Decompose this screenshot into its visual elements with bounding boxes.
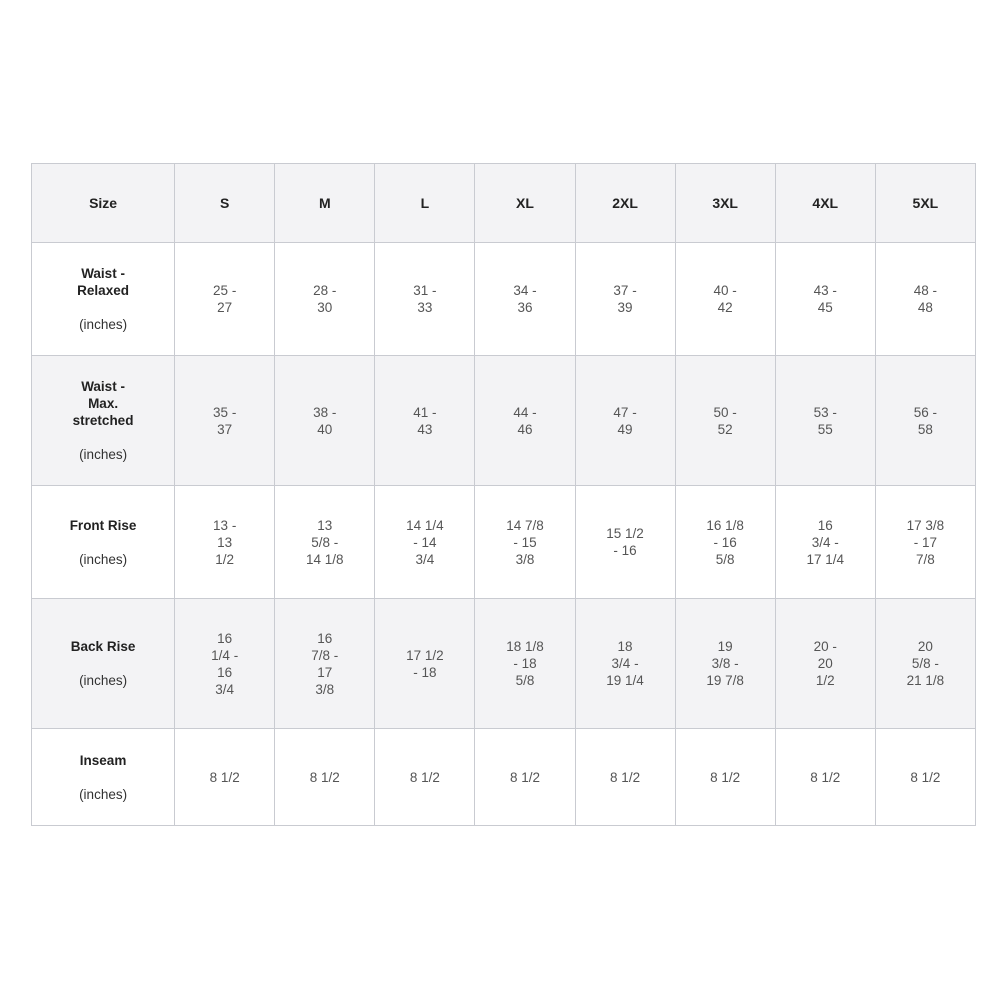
row-label-cell bbox=[32, 729, 175, 826]
table-row-waist-max-stretched bbox=[32, 356, 976, 486]
table-row-front-rise bbox=[32, 486, 976, 599]
table-row-back-rise bbox=[32, 599, 976, 729]
table-cell: 8 1/2 bbox=[675, 729, 775, 826]
table-row-inseam bbox=[32, 729, 976, 826]
table-cell: 8 1/2 bbox=[175, 729, 275, 826]
size-header-s: S bbox=[175, 164, 275, 243]
table-cell: 41 - 43 bbox=[375, 356, 475, 486]
table-cell: 28 - 30 bbox=[275, 243, 375, 356]
size-header-xl: XL bbox=[475, 164, 575, 243]
table-cell: 25 - 27 bbox=[175, 243, 275, 356]
table-cell: 19 3/8 - 19 7/8 bbox=[675, 599, 775, 729]
table-cell: 53 - 55 bbox=[775, 356, 875, 486]
row-unit: (inches) bbox=[79, 786, 128, 802]
table-cell: 16 3/4 - 17 1/4 bbox=[775, 486, 875, 599]
size-header-m: M bbox=[275, 164, 375, 243]
table-cell: 14 1/4 - 14 3/4 bbox=[375, 486, 475, 599]
header-row bbox=[32, 164, 976, 243]
table-cell: 17 1/2 - 18 bbox=[375, 599, 475, 729]
table-cell: 43 - 45 bbox=[775, 243, 875, 356]
table-cell: 15 1/2 - 16 bbox=[575, 486, 675, 599]
row-label: Waist - Max. stretched bbox=[72, 379, 134, 428]
table-cell: 8 1/2 bbox=[775, 729, 875, 826]
row-unit: (inches) bbox=[79, 447, 128, 462]
row-unit: (inches) bbox=[79, 673, 128, 688]
row-label: Back Rise bbox=[70, 639, 136, 654]
table-cell: 47 - 49 bbox=[575, 356, 675, 486]
size-header-l: L bbox=[375, 164, 475, 243]
row-label-cell bbox=[32, 486, 175, 599]
row-label-cell bbox=[32, 356, 175, 486]
table-cell: 8 1/2 bbox=[875, 729, 975, 826]
table-cell: 56 - 58 bbox=[875, 356, 975, 486]
row-label: Inseam bbox=[79, 752, 127, 768]
row-label: Waist - Relaxed bbox=[77, 266, 129, 298]
row-label-cell bbox=[32, 243, 175, 356]
table-cell: 13 - 13 1/2 bbox=[175, 486, 275, 599]
table-cell: 31 - 33 bbox=[375, 243, 475, 356]
table-cell: 34 - 36 bbox=[475, 243, 575, 356]
table-cell: 16 1/8 - 16 5/8 bbox=[675, 486, 775, 599]
size-header-4xl: 4XL bbox=[775, 164, 875, 243]
row-label: Front Rise bbox=[69, 517, 137, 533]
table-cell: 8 1/2 bbox=[575, 729, 675, 826]
row-unit: (inches) bbox=[79, 317, 128, 332]
table-cell: 17 3/8 - 17 7/8 bbox=[875, 486, 975, 599]
table-cell: 16 1/4 - 16 3/4 bbox=[175, 599, 275, 729]
table-cell: 37 - 39 bbox=[575, 243, 675, 356]
table-cell: 20 - 20 1/2 bbox=[775, 599, 875, 729]
size-header-3xl: 3XL bbox=[675, 164, 775, 243]
table-cell: 8 1/2 bbox=[375, 729, 475, 826]
table-cell: 48 - 48 bbox=[875, 243, 975, 356]
row-unit: (inches) bbox=[79, 551, 128, 567]
table-row-waist-relaxed bbox=[32, 243, 976, 356]
table-cell: 16 7/8 - 17 3/8 bbox=[275, 599, 375, 729]
size-column-header: Size bbox=[32, 164, 175, 243]
size-header-5xl: 5XL bbox=[875, 164, 975, 243]
table-cell: 13 5/8 - 14 1/8 bbox=[275, 486, 375, 599]
table-cell: 40 - 42 bbox=[675, 243, 775, 356]
size-header-2xl: 2XL bbox=[575, 164, 675, 243]
table-cell: 8 1/2 bbox=[475, 729, 575, 826]
table-cell: 18 1/8 - 18 5/8 bbox=[475, 599, 575, 729]
table-cell: 35 - 37 bbox=[175, 356, 275, 486]
table-cell: 50 - 52 bbox=[675, 356, 775, 486]
table-cell: 44 - 46 bbox=[475, 356, 575, 486]
table-cell: 38 - 40 bbox=[275, 356, 375, 486]
table-cell: 18 3/4 - 19 1/4 bbox=[575, 599, 675, 729]
size-chart-table bbox=[31, 163, 976, 826]
table-cell: 14 7/8 - 15 3/8 bbox=[475, 486, 575, 599]
table-cell: 20 5/8 - 21 1/8 bbox=[875, 599, 975, 729]
row-label-cell bbox=[32, 599, 175, 729]
table-cell: 8 1/2 bbox=[275, 729, 375, 826]
